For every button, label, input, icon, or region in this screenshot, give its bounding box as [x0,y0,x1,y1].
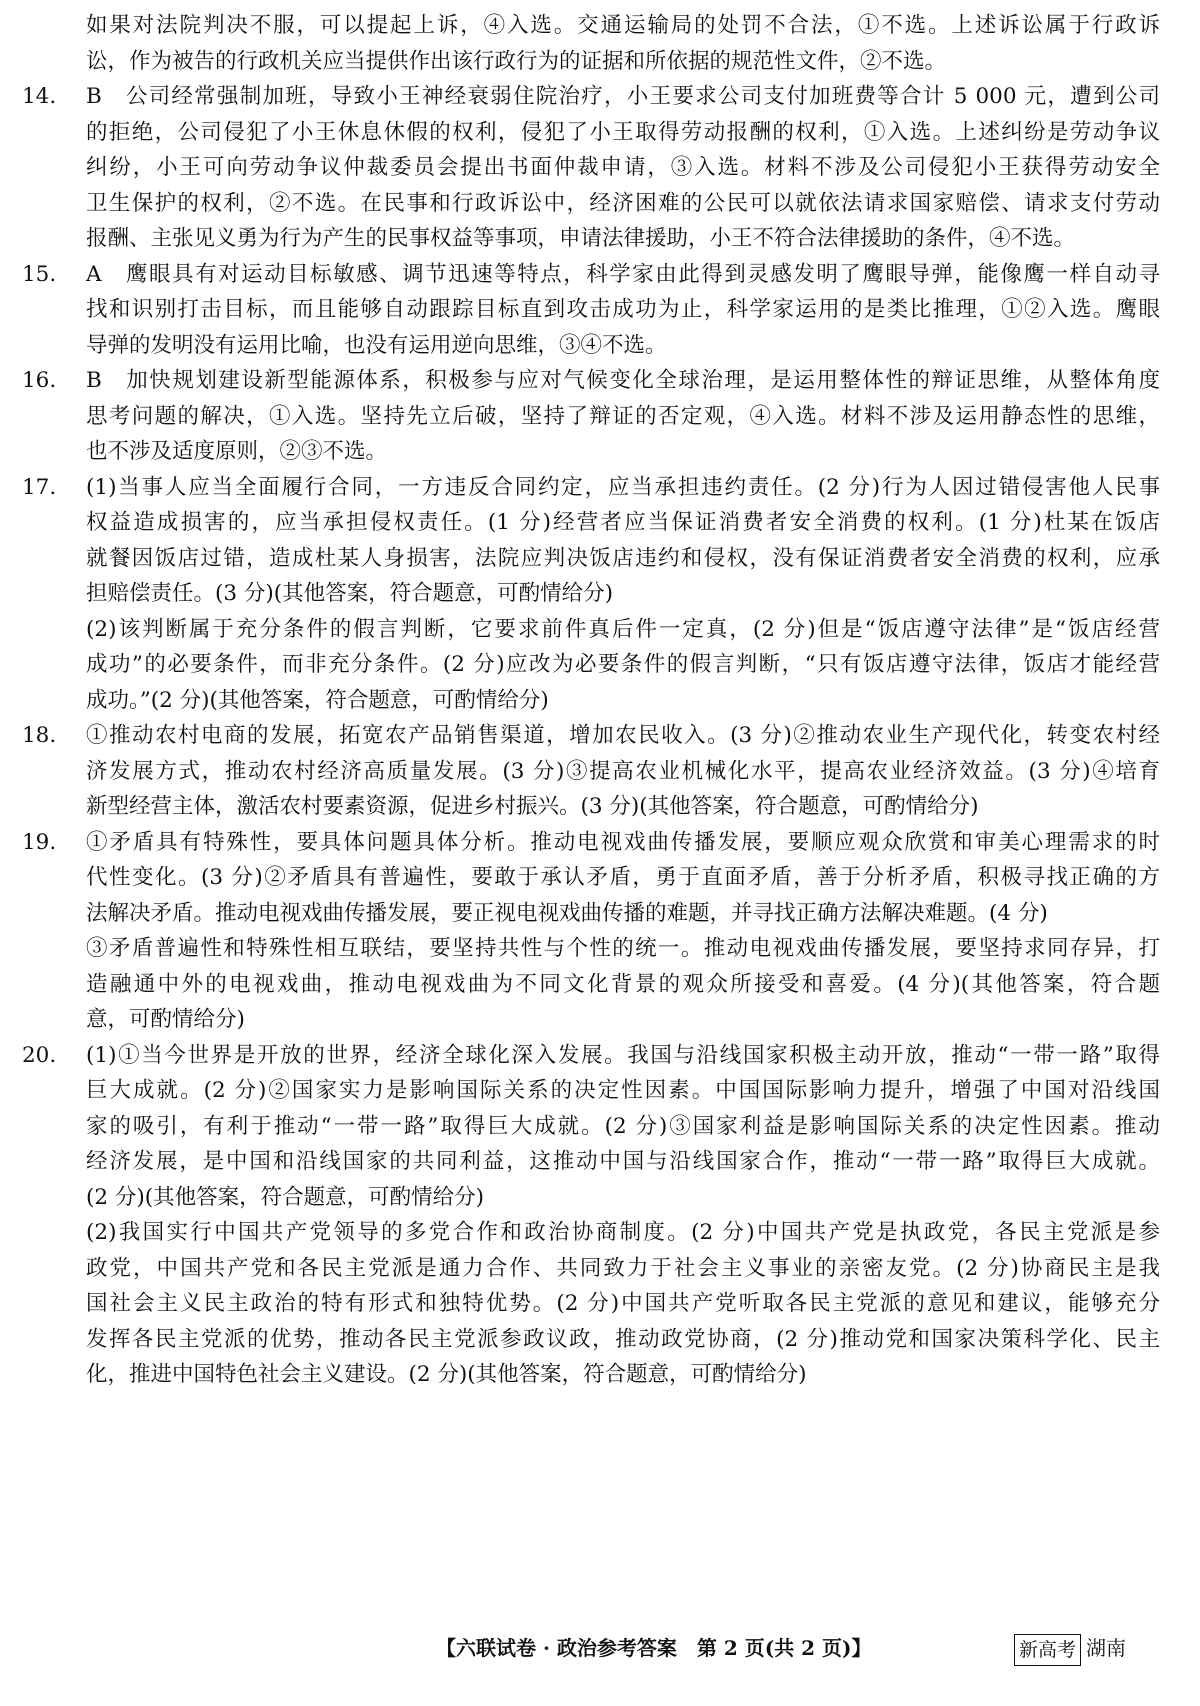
text-line: 思考问题的解决，①入选。坚持先立后破，坚持了辩证的否定观，④入选。材料不涉及运用静态性的思维， [86,403,1160,429]
question-number: 15. [22,261,57,287]
text-line: 巨大成就。(2 分)②国家实力是影响国际关系的决定性因素。中国国际影响力提升，增强了中国对沿线国 [86,1078,1160,1103]
text-line: 纠纷，小王可向劳动争议仲裁委员会提出书面仲裁申请，③入选。材料不涉及公司侵犯小王获得劳动安全 [86,155,1160,180]
answer-content [22,8,1160,1393]
question-number: 18. [22,723,57,748]
question-list [22,79,1160,1393]
text-line: 找和识别打击目标，而且能够自动跟踪目标直到攻击成功为止，科学家运用的是类比推理，①②入选。鹰眼 [86,297,1160,322]
text-line: 发挥各民主党派的优势，推动各民主党派参政议政，推动政党协商，(2 分)推动党和国家决策科学化、民主 [86,1326,1160,1352]
text-line: 如果对法院判决不服，可以提起上诉，④入选。交通运输局的处罚不合法，①不选。上述诉讼属于行政诉 [86,13,1160,38]
text-line: ③矛盾普遍性和特殊性相互联结，要坚持共性与个性的统一。推动电视戏曲传播发展，要坚持求同存异，打 [86,936,1160,961]
text-line: 济发展方式，推动农村经济高质量发展。(3 分)③提高农业机械化水平，提高农业经济效益。(3 分)④培育 [86,758,1160,784]
text-line: A 鹰眼具有对运动目标敏感、调节迅速等特点，科学家由此得到灵感发明了鹰眼导弹，能像鹰一样自动寻 [86,261,1160,287]
question-number: 14. [22,84,57,109]
text-line: 成功。”(2 分)(其他答案，符合题意，可酌情给分) [86,687,549,713]
text-line: (1)①当今世界是开放的世界，经济全球化深入发展。我国与沿线国家积极主动开放，推动“一带一路”取得 [86,1042,1160,1068]
page-footer [0,1628,1200,1668]
answer-item [22,79,1160,257]
text-line: 就餐因饭店过错，造成杜某人身损害，法院应判决饭店违约和侵权，没有保证消费者安全消费的权利，应承 [86,545,1160,571]
question-number: 17. [22,474,57,500]
intro-paragraph [86,8,1160,79]
question-number: 19. [22,829,57,855]
text-line: 新型经营主体，激活农村要素资源，促进乡村振兴。(3 分)(其他答案，符合题意，可酌情给分) [86,794,979,819]
answer-item [22,1038,1160,1393]
text-line: ①矛盾具有特殊性，要具体问题具体分析。推动电视戏曲传播发展，要顺应观众欣赏和审美心理需求的时 [86,829,1160,855]
text-line: 经济发展，是中国和沿线国家的共同利益，这推动中国与沿线国家合作，推动“一带一路”取得巨大成就。 [86,1149,1160,1174]
text-line: B 公司经常强制加班，导致小王神经衰弱住院治疗，小王要求公司支付加班费等合计 5 000 元，遭到公司 [86,84,1160,109]
answer-item [22,470,1160,719]
text-line: 担赔偿责任。(3 分)(其他答案，符合题意，可酌情给分) [86,581,614,606]
text-line: ①推动农村电商的发展，拓宽农产品销售渠道，增加农民收入。(3 分)②推动农业生产现代化，转变农村经 [86,723,1160,748]
text-line: 代性变化。(3 分)②矛盾具有普遍性，要敢于承认矛盾，勇于直面矛盾，善于分析矛盾，积极寻找正确的方 [86,865,1160,890]
answer-item [22,257,1160,364]
text-line: 法解决矛盾。推动电视戏曲传播发展，要正视电视戏曲传播的难题，并寻找正确方法解决难题。(4 分) [86,900,1048,926]
text-line: 造融通中外的电视戏曲，推动电视戏曲为不同文化背景的观众所接受和喜爱。(4 分)(其他答案，符合题 [86,971,1160,997]
answer-item [22,718,1160,825]
footer-title: 【六联试卷 · 政治参考答案 第 2 页(共 2 页)】 [436,1636,872,1660]
exam-type-badge: 新高考 [1014,1634,1081,1666]
text-line: 卫生保护的权利，②不选。在民事和行政诉讼中，经济困难的公民可以就依法请求国家赔偿、请求支付劳动 [86,190,1160,216]
text-line: (2 分)(其他答案，符合题意，可酌情给分) [86,1184,485,1210]
text-line: 成功”的必要条件，而非充分条件。(2 分)应改为必要条件的假言判断，“只有饭店遵守法律，饭店才能经营 [86,652,1160,677]
text-line: 的拒绝，公司侵犯了小王休息休假的权利，侵犯了小王取得劳动报酬的权利，①入选。上述纠纷是劳动争议 [86,119,1160,145]
text-line: 意，可酌情给分) [86,1007,245,1032]
region-label: 湖南 [1086,1636,1126,1660]
text-line: 化，推进中国特色社会主义建设。(2 分)(其他答案，符合题意，可酌情给分) [86,1362,807,1387]
text-line: 权益造成损害的，应当承担侵权责任。(1 分)经营者应当保证消费者安全消费的权利。(1 分)杜某在饭店 [86,510,1160,535]
answer-item [22,825,1160,1038]
text-line: 政党，中国共产党和各民主党派是通力合作、共同致力于社会主义事业的亲密友党。(2 分)协商民主是我 [86,1255,1160,1281]
question-number: 16. [22,368,57,393]
question-number: 20. [22,1042,57,1068]
text-line: (2)我国实行中国共产党领导的多党合作和政治协商制度。(2 分)中国共产党是执政党，各民主党派是参 [86,1220,1160,1245]
text-line: 讼，作为被告的行政机关应当提供作出该行政行为的证据和所依据的规范性文件，②不选。 [86,48,947,74]
text-line: (2)该判断属于充分条件的假言判断，它要求前件真后件一定真，(2 分)但是“饭店遵守法律”是“饭店经营 [86,616,1160,642]
text-line: 导弹的发明没有运用比喻，也没有运用逆向思维，③④不选。 [86,332,667,358]
text-line: 家的吸引，有利于推动“一带一路”取得巨大成就。(2 分)③国家利益是影响国际关系的决定性因素。推动 [86,1113,1160,1139]
text-line: 报酬、主张见义勇为行为产生的民事权益等事项，申请法律援助，小王不符合法律援助的条件，④不选。 [86,226,1076,251]
text-line: 国社会主义民主政治的特有形式和独特优势。(2 分)中国共产党听取各民主党派的意见和建议，能够充分 [86,1291,1160,1316]
answer-item [22,363,1160,470]
text-line: (1)当事人应当全面履行合同，一方违反合同约定，应当承担违约责任。(2 分)行为人因过错侵害他人民事 [86,474,1160,500]
text-line: 也不涉及适度原则，②③不选。 [86,439,388,464]
text-line: B 加快规划建设新型能源体系，积极参与应对气候变化全球治理，是运用整体性的辩证思维，从整体角度 [86,368,1160,393]
